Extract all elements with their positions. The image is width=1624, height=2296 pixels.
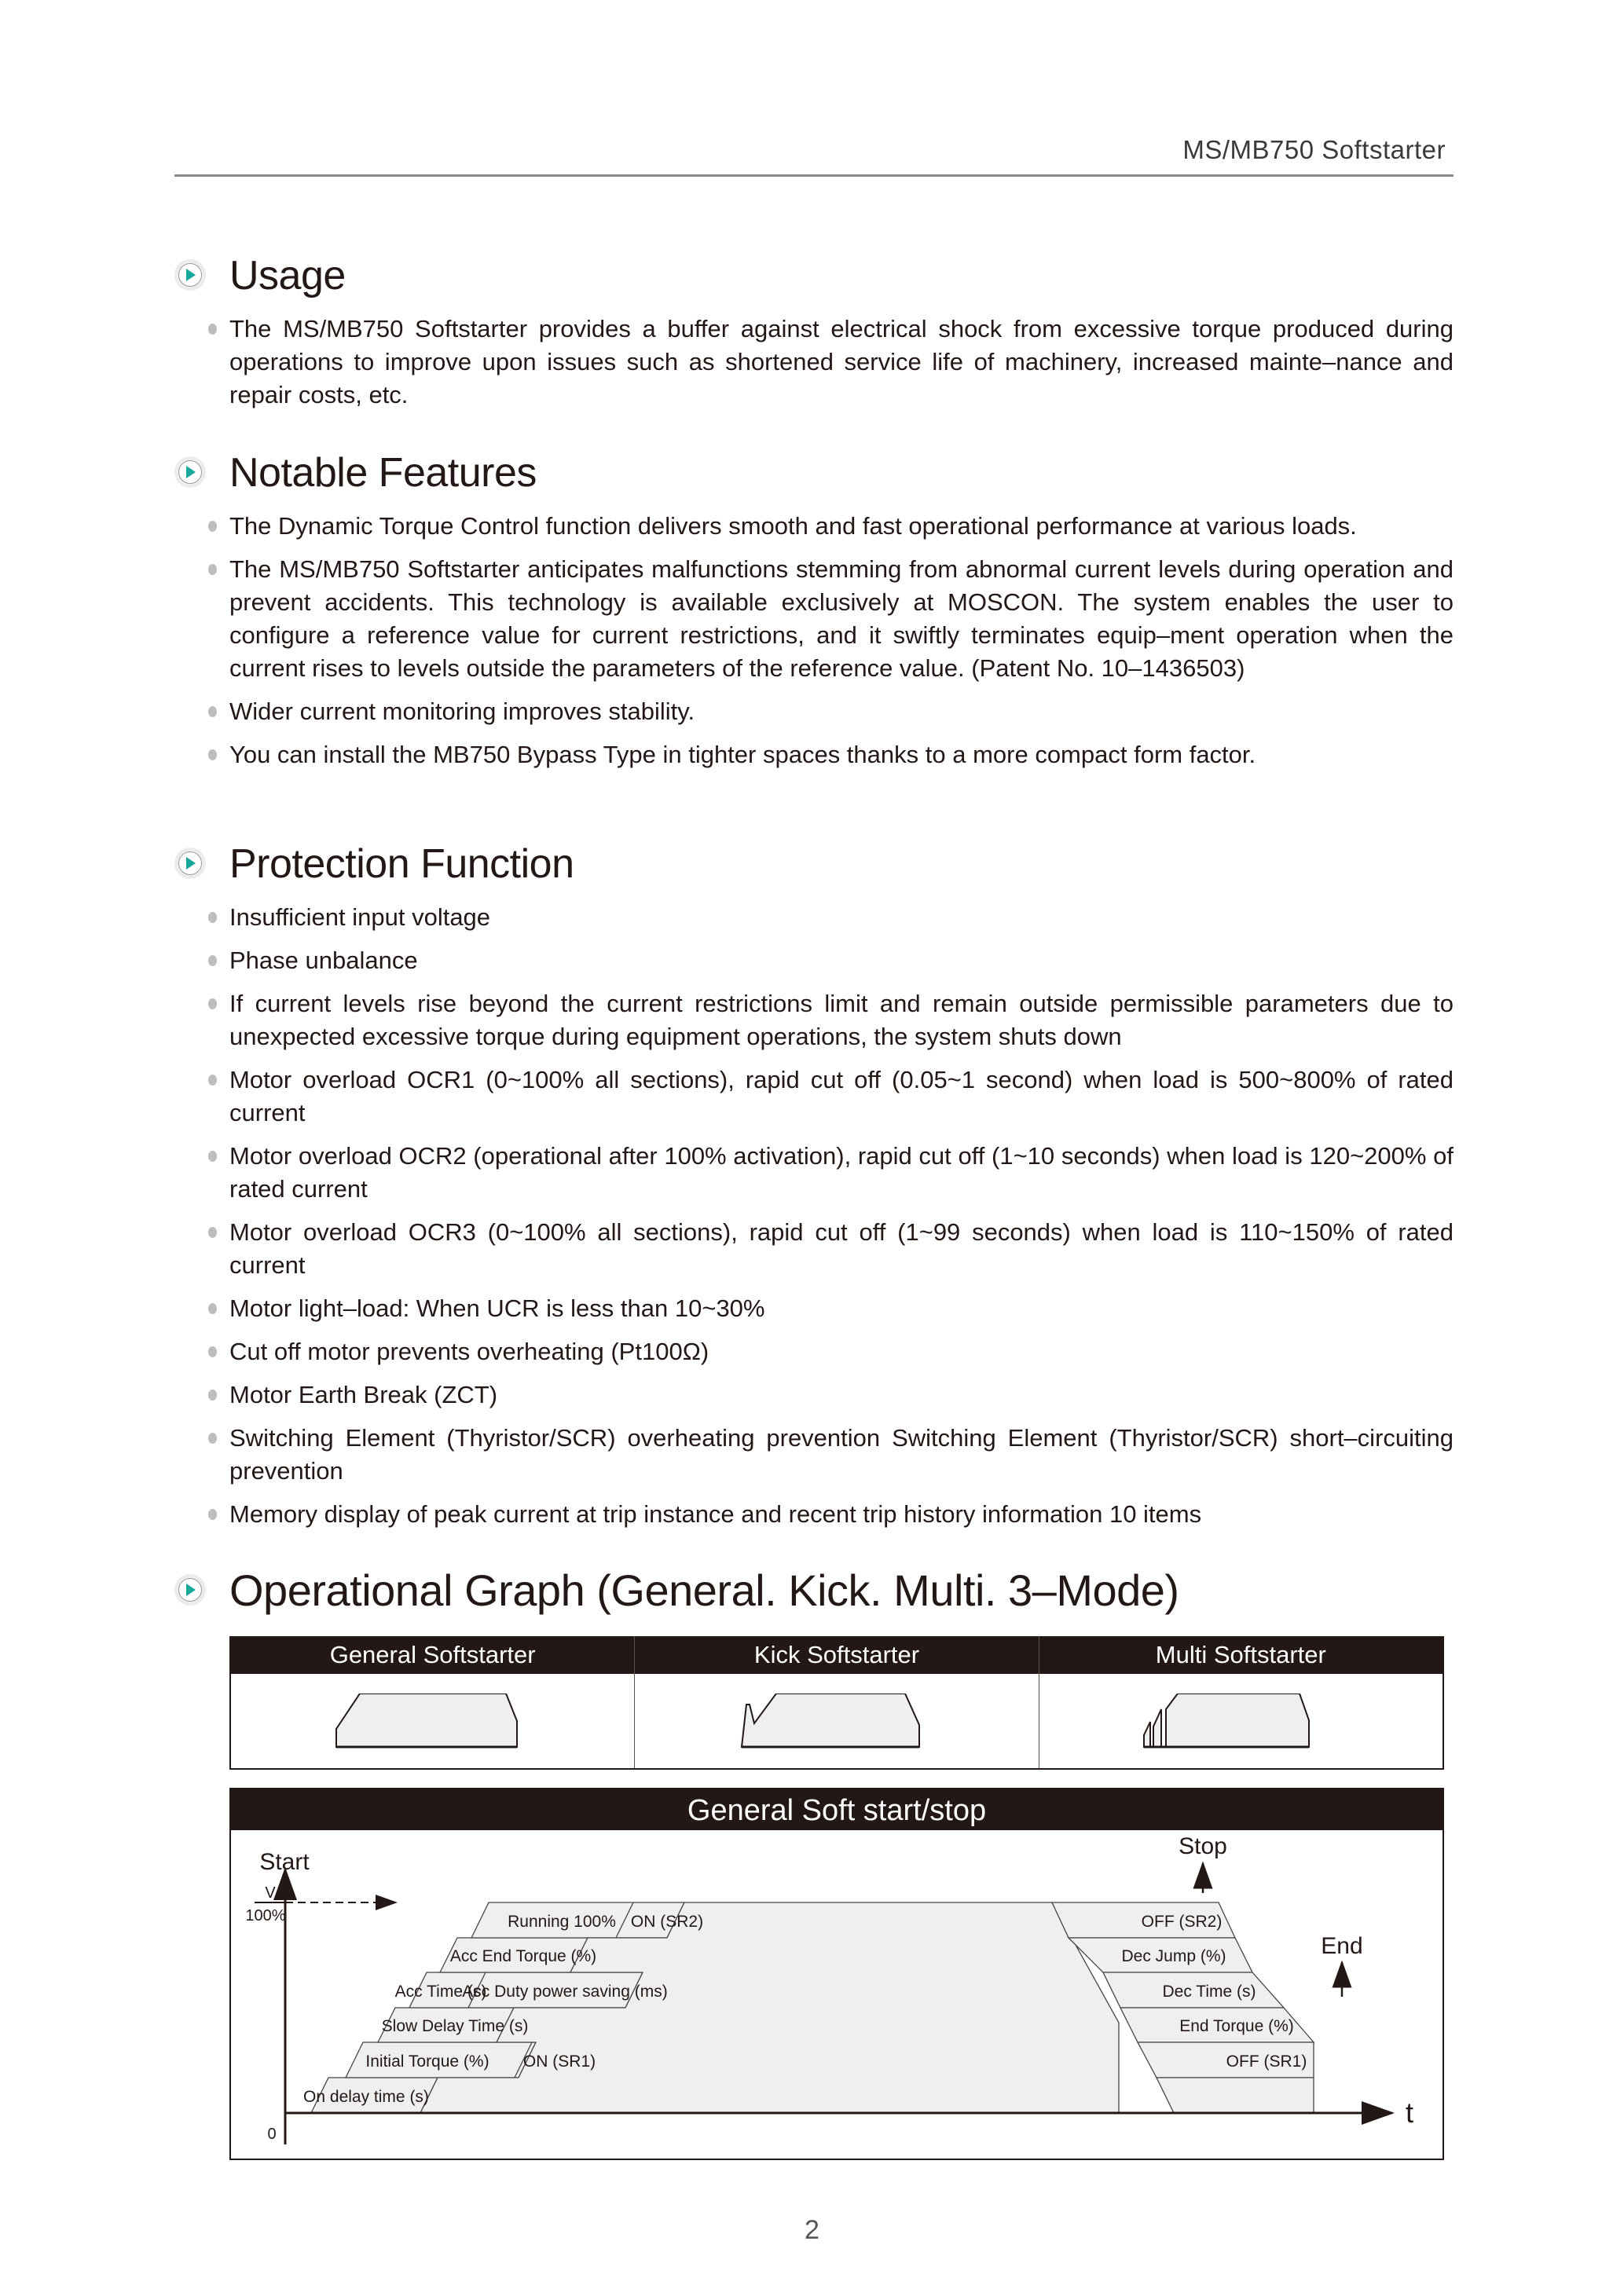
play-bullet-icon bbox=[174, 1574, 206, 1606]
section-title: Protection Function bbox=[229, 841, 574, 887]
list-item: Memory display of peak current at trip instance and recent trip history information 10 items bbox=[174, 1498, 1454, 1531]
page-number: 2 bbox=[805, 2215, 819, 2245]
kick-ramp-icon bbox=[739, 1694, 935, 1749]
start-label: Start bbox=[259, 1849, 310, 1875]
list-item: The MS/MB750 Softstarter anticipates malfunctions stemming from abnormal current levels during operation and prevent accidents. This technology is available exclusively at MOSCON. The system enables the user to configure a reference value for current restrictions, and it swiftly terminates equip–ment operation when the current rises to levels outside the parameters of the reference value. (Patent No. 10–1436503) bbox=[174, 553, 1454, 685]
stop-label: Stop bbox=[1179, 1833, 1227, 1859]
section-title: Notable Features bbox=[229, 450, 537, 496]
section-usage bbox=[174, 248, 1454, 422]
mode-multi bbox=[1039, 1636, 1443, 1768]
mode-kick bbox=[635, 1636, 1039, 1768]
band-label: Dec Time (s) bbox=[1162, 1983, 1256, 2001]
section-operational-graph bbox=[174, 1563, 1454, 1618]
mode-header: General Softstarter bbox=[231, 1636, 634, 1674]
band-label: OFF (SR2) bbox=[1141, 1913, 1223, 1931]
soft-start-stop-chart bbox=[231, 1830, 1442, 2159]
band-label: Acc Time (s) bbox=[394, 1983, 487, 2001]
play-bullet-icon bbox=[174, 848, 206, 879]
list-item: Motor overload OCR3 (0~100% all sections), rapid cut off (1~99 seconds) when load is 110~150% of rated current bbox=[174, 1216, 1454, 1282]
play-bullet-icon bbox=[174, 259, 206, 291]
mode-header: Kick Softstarter bbox=[635, 1636, 1038, 1674]
list-item: Phase unbalance bbox=[174, 944, 1454, 977]
mode-general bbox=[231, 1636, 635, 1768]
list-item: Motor Earth Break (ZCT) bbox=[174, 1379, 1454, 1412]
list-item: Wider current monitoring improves stability. bbox=[174, 695, 1454, 728]
band-label: Running 100% bbox=[508, 1913, 616, 1931]
band-label: ON (SR1) bbox=[522, 2052, 596, 2071]
list-item: You can install the MB750 Bypass Type in tighter spaces thanks to a more compact form factor. bbox=[174, 738, 1454, 771]
y-axis-label: V bbox=[265, 1884, 276, 1902]
general-soft-start-stop-diagram bbox=[229, 1788, 1444, 2160]
list-item: Motor light–load: When UCR is less than 10~30% bbox=[174, 1292, 1454, 1325]
page-header-title: MS/MB750 Softstarter bbox=[1182, 135, 1446, 164]
band-label: Acc End Torque (%) bbox=[449, 1947, 597, 1965]
end-label: End bbox=[1321, 1933, 1363, 1959]
band-label: Slow Delay Time (s) bbox=[381, 2017, 529, 2035]
y-100-label: 100% bbox=[245, 1907, 286, 1924]
section-title: Usage bbox=[229, 253, 346, 298]
band-label: On delay time (s) bbox=[303, 2088, 429, 2106]
section-notable-features bbox=[174, 445, 1454, 782]
list-item: Insufficient input voltage bbox=[174, 901, 1454, 934]
list-item: Cut off motor prevents overheating (Pt100Ω) bbox=[174, 1335, 1454, 1368]
band-label: OFF (SR1) bbox=[1226, 2052, 1307, 2071]
y-0-label: 0 bbox=[267, 2126, 277, 2143]
list-item: Motor overload OCR2 (operational after 100% activation), rapid cut off (1~10 seconds) when load is 120~200% of rated current bbox=[174, 1140, 1454, 1206]
band-label: Dec Jump (%) bbox=[1121, 1947, 1226, 1965]
list-item: Switching Element (Thyristor/SCR) overheating prevention Switching Element (Thyristor/SCR) short–circuiting prevention bbox=[174, 1422, 1454, 1488]
list-item: The Dynamic Torque Control function delivers smooth and fast operational performance at various loads. bbox=[174, 510, 1454, 543]
header-rule bbox=[174, 174, 1454, 177]
section-title: Operational Graph (General. Kick. Multi. 3–Mode) bbox=[229, 1565, 1179, 1615]
diagram-title: General Soft start/stop bbox=[231, 1789, 1443, 1830]
multi-ramp-icon bbox=[1142, 1694, 1339, 1749]
x-axis-label: t bbox=[1405, 2096, 1414, 2129]
band-label: ON (SR2) bbox=[630, 1913, 704, 1931]
mode-header: Multi Softstarter bbox=[1039, 1636, 1443, 1674]
list-item: The MS/MB750 Softstarter provides a buffer against electrical shock from excessive torque produced during operations to improve upon issues such as shortened service life of machinery, increased mainte–nance and repair costs, etc. bbox=[174, 313, 1454, 412]
section-protection-function bbox=[174, 837, 1454, 1541]
mode-comparison-table bbox=[229, 1636, 1444, 1770]
band-label: Acc Duty power saving (ms) bbox=[462, 1983, 668, 2001]
list-item: Motor overload OCR1 (0~100% all sections), rapid cut off (0.05~1 second) when load is 500~800% of rated current bbox=[174, 1064, 1454, 1130]
general-ramp-icon bbox=[335, 1694, 531, 1749]
band-label: Initial Torque (%) bbox=[365, 2052, 489, 2071]
band-label: End Torque (%) bbox=[1179, 2017, 1294, 2035]
list-item: If current levels rise beyond the current restrictions limit and remain outside permissible parameters due to unexpected excessive torque during equipment operations, the system shuts down bbox=[174, 987, 1454, 1053]
play-bullet-icon bbox=[174, 456, 206, 488]
